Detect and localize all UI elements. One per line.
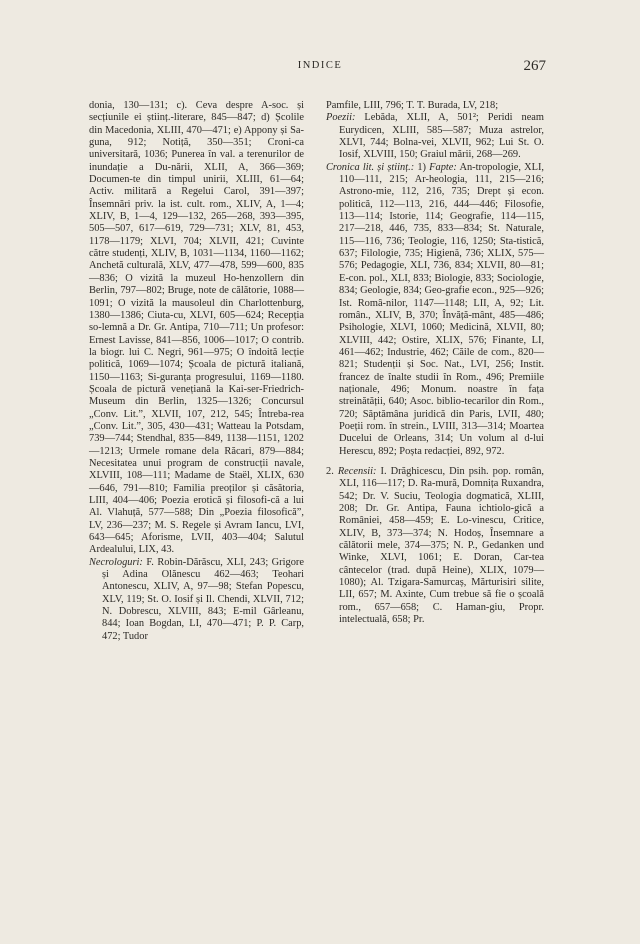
recensii-label: Recensii: xyxy=(337,465,377,477)
right-column xyxy=(326,100,544,626)
left-column xyxy=(89,100,304,643)
poezii-label: Poezii: xyxy=(326,112,356,124)
poezii-text: Lebăda, XLII, A, 501²; Peridi neam Eurydicen, XLIII, 585—587; Muza astrelor, XLVI, 744; Bolna-vei, XLVII, 962; Lui St. O. Iosif, XLVIII, 150; Graiul mării, 268—269. xyxy=(339,112,544,161)
index-entry-text: donia, 130—131; c). Ceva despre A-soc. și secțiunile ei științ.-literare, 845—847; d) Școlile din Macedonia, XLIII, 470—471; e) Appony și Sa-guna, 912; Notiță, 350—351; Croni-ca universitară, 1036; Punerea în val. a terenurilor de inundație a Du-nării, XLII, A, 366—369; Documen-te din timpul unirii, XLIII, 61—64; Activ. militară a Regelui Carol, 391—397; Însemnări priv. la ist. cult. rom., XLIV, A, 1—4; XLIV, B, 1—4, 129—132, 265—268, 393—395, 505—507, 617—619, 729—731; XLV, 81, 453, 1178—1179; XLVI, 704; XLVII, 421; Cuvinte către studenți, XLIV, B, 1031—1134, 1160—1162; Anchetă culturală, XLV, 477—478, 599—600, 835—836; O vizită la muzeul Ho-henzollern din Berlin, 797—802; Bruge, note de călătorie, 1088—1091; O vizită la mausoleul din Charlottenburg, 1380—1386; Ciuta-cu, XLVI, 605—624; Recepția so-lemnă a Dr. Gr. Antipa, 710—711; Un profesor: Ernest Lavisse, 841—856, 1006—1017; O contrib. la biogr. lui C. Negri, 961—975; O îndoită lecție politică, 1069—1074; Școala de pictură italiană, 1150—1163; Si-guranța progresului, 1169—1180. Școala de pictură venețiană la Kai-ser-Friedrich-Museum din Berlin, 1325—1326; Concursul „Conv. Lit.”, XLVII, 107, 212, 545; Întreba-rea „Conv. Lit.”, 305, 430—431; Watteau la Potsdam, 739—744; Stendhal, 835—849, 1138—1151, 1202—1213; Urmele romane dela Răcari, 879—884; Necesitatea unui program de construcții navale, XLVIII, 108—111; Madame de Staël, XLIX, 630—646, 791—810; Familia preoților și căsătoria, LIII, 404—406; Poezia erotică și filosofi-că a lui Al. Vlahuță, 577—588; Din „Poezia filosofică”, LV, 236—237; M. S. Regele și Avram Iancu, LVI, 643—645; Aforisme, LVII, 403—404; Salutul Ardealului, LIX, 43. xyxy=(89,100,304,556)
running-header-title: INDICE xyxy=(297,60,343,71)
necrologuri-text: F. Robin-Dărăscu, XLI, 243; Grigore și Adina Olănescu 462—463; Teohari Antonescu, XLIV, A, 97—98; Stefan Popescu, XLV, 119; St. O. Iosif și Il. Chendi, XLVII, 712; N. Dobrescu, XLVIII, 843; E-mil Gârleanu, 844; Ioan Bogdan, LI, 470—471; P. P. Carp, 472; Tudor xyxy=(102,556,304,642)
cronica-text: An-tropologie, XLI, 110—111, 215; Ar-heologia, 111, 215—216; Astrono-mie, 112, 216, 735; Drept și econ. politică, 112—113, 216, 444—446; Filosofie, 113—114; Istorie, 114; Geografie, 114—115, 217—218, 446, 735, 833—834; St. Naturale, 115—116, 736; Teologie, 116, 1250; Sta-tistică, 637; Filologie, 735; Higienă, 736; XLIX, 575—576; Pedagogie, XLI, 736, 834; XLVII, 80—81; E-con. pol., XLI, 833; Biologie, 833; Sociologie, 834; Geologie, 834; Geo-grafie econ., 925—926; Ist. Româ-nilor, 1147—1148; LII, A, 92; Lit. român., XLIV, B, 370; Învăță-mânt, 485—486; Psihologie, XLVI, 1060; Medicină, XLVII, 80; XLVIII, 442; Ostire, XLIX, 576; Finante, LI, 461—462; Industrie, 462; Căile de com., 820—821; Studenții și Soc. Nat., LVI, 256; Instit. francez de înalte studii în Rom., 496; Premiile naționale, 496; Monum. noastre în fața streinătății, 640; Asoc. biblio-tecarilor din Rom., 720; Săptămâna juridică din Paris, LVII, 480; Poeții rom. în strein., LVIII, 313—314; Moartea Ducelui de Orleans, 314; Un volum al d-lui Herescu, 892; Poșta redacției, 892, 972. xyxy=(339,161,544,457)
fapte-label: Fapte: xyxy=(429,161,457,173)
cronica-intro: 1) xyxy=(414,161,430,173)
recensii-entry xyxy=(326,466,544,626)
page-number: 267 xyxy=(523,58,546,74)
necrologuri-entry xyxy=(89,557,304,643)
index-entry-continued: Pamfile, LIII, 796; T. T. Burada, LV, 218; xyxy=(326,100,499,111)
poezii-entry xyxy=(326,112,544,161)
recensii-text: I. Drăghicescu, Din psih. pop. român, XLI, 116—117; D. Ra-mură, Domnița Ruxandra, 542; Dr. V. Suciu, Teologia dogmatică, XLIII, 208; Dr. Gr. Antipa, Fauna ichtiolo-gică a României, 458—459; E. Lo-vinescu, Critice, XLIV, B, 373—374; N. Hodoș, Însemnare a călătorii mele, 374—375; N. P., Gedanken und Winke, XLVI, 1061; E. Doran, Car-tea cântecelor (trad. după Heine), XLIX, 1079—1080); Al. Tzigara-Samurcaș, Mărturisiri silite, LII, 657; M. Axinte, Cum trebue să fie o școală rom., 657—658; C. Haman-giu, Propr. intelectuală, 658; Pr. xyxy=(339,465,545,626)
necrologuri-label: Necrologuri: xyxy=(89,556,143,568)
cronica-entry xyxy=(326,162,544,458)
recensii-number: 2. xyxy=(326,465,334,477)
cronica-label: Cronica lit. și științ.: xyxy=(326,161,415,173)
